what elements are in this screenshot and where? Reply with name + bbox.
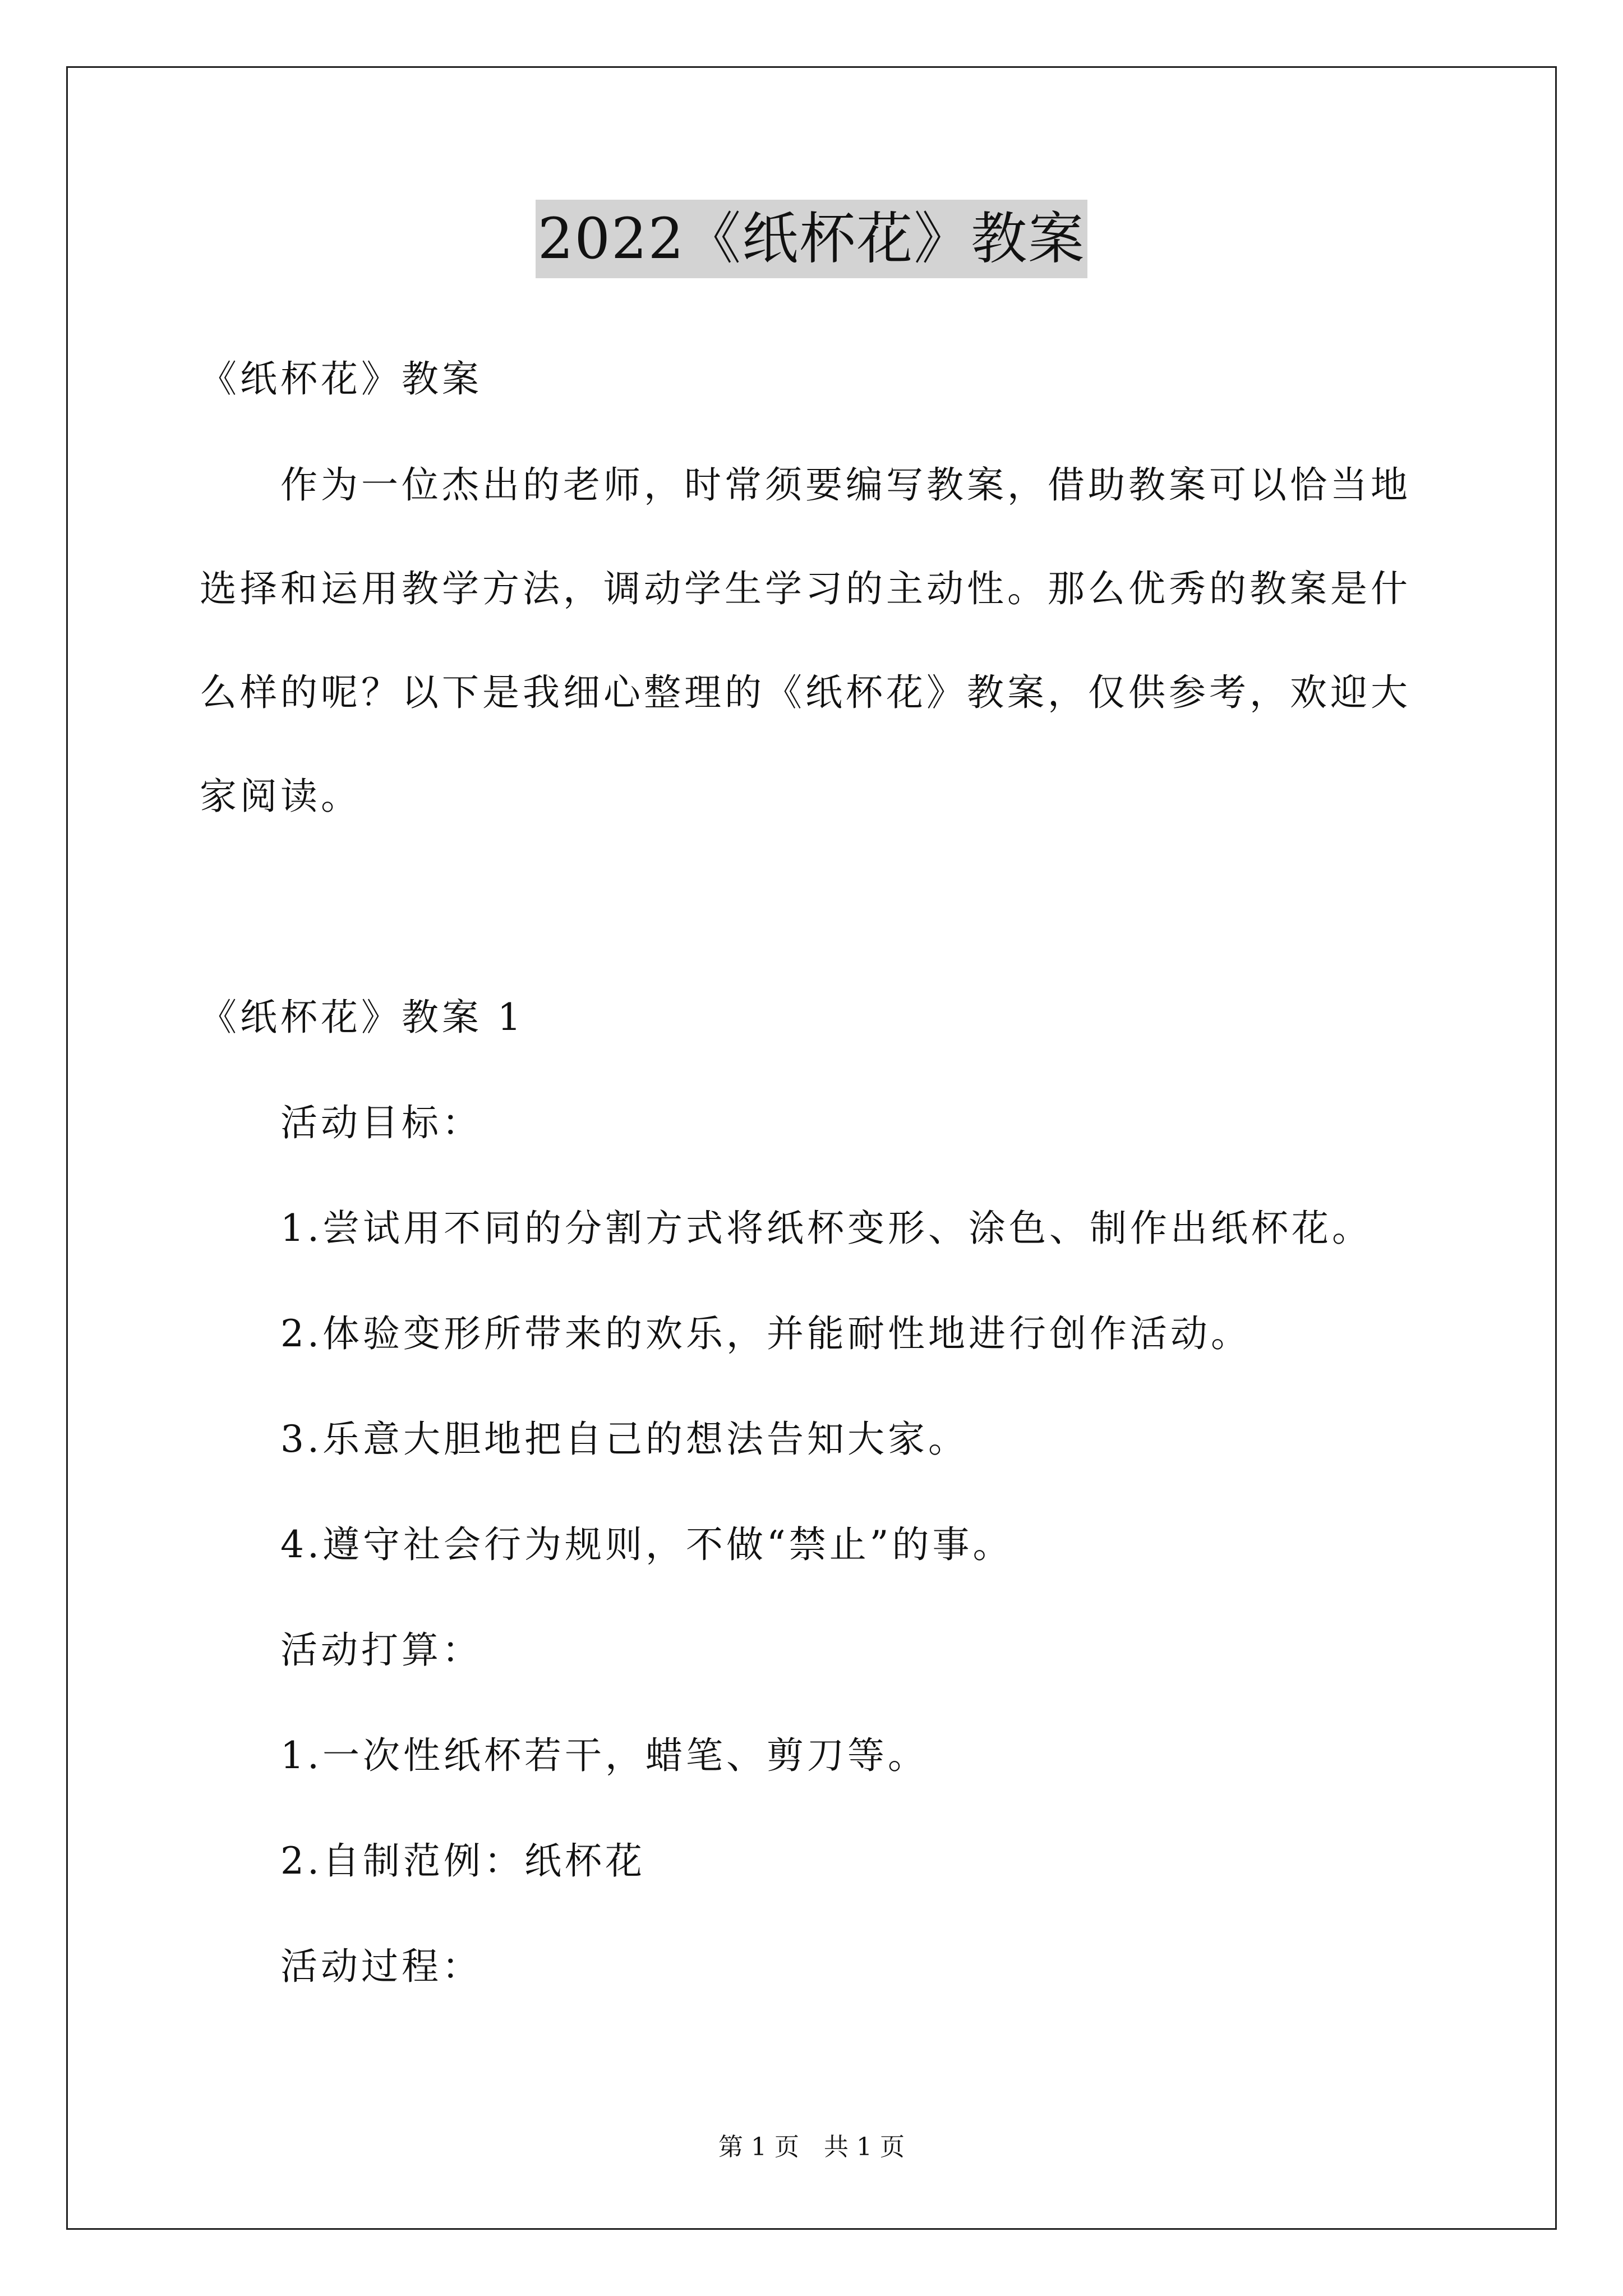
- goal-item-4: 4.遵守社会行为规则，不做“禁止”的事。: [280, 1523, 1013, 1566]
- process-heading: 活动过程：: [280, 1945, 482, 1988]
- goal-item-1: 1.尝试用不同的分割方式将纸杯变形、涂色、制作出纸杯花。: [280, 1207, 1372, 1250]
- intro-line-2: 选择和运用教学方法，调动学生学习的主动性。那么优秀的教案是什: [200, 567, 1411, 610]
- goals-heading: 活动目标：: [280, 1101, 482, 1144]
- prep-item-1: 1.一次性纸杯若干，蜡笔、剪刀等。: [280, 1734, 928, 1777]
- title-container: [0, 200, 1623, 278]
- document-title: 2022《纸杯花》教案: [536, 200, 1088, 278]
- section-heading: 《纸杯花》教案 1: [200, 996, 524, 1039]
- intro-line-4: 家阅读。: [200, 775, 361, 818]
- prep-heading: 活动打算：: [280, 1628, 482, 1672]
- intro-line-1: 作为一位杰出的老师，时常须要编写教案，借助教案可以恰当地: [280, 463, 1411, 507]
- prep-item-2: 2.自制范例：纸杯花: [280, 1839, 645, 1883]
- document-subtitle: 《纸杯花》教案: [200, 357, 482, 401]
- intro-line-3: 么样的呢？以下是我细心整理的《纸杯花》教案，仅供参考，欢迎大: [200, 671, 1411, 714]
- goal-item-3: 3.乐意大胆地把自己的想法告知大家。: [280, 1418, 969, 1461]
- page-footer: 第 1 页 共 1 页: [718, 2133, 905, 2161]
- goal-item-2: 2.体验变形所带来的欢乐，并能耐性地进行创作活动。: [280, 1312, 1251, 1355]
